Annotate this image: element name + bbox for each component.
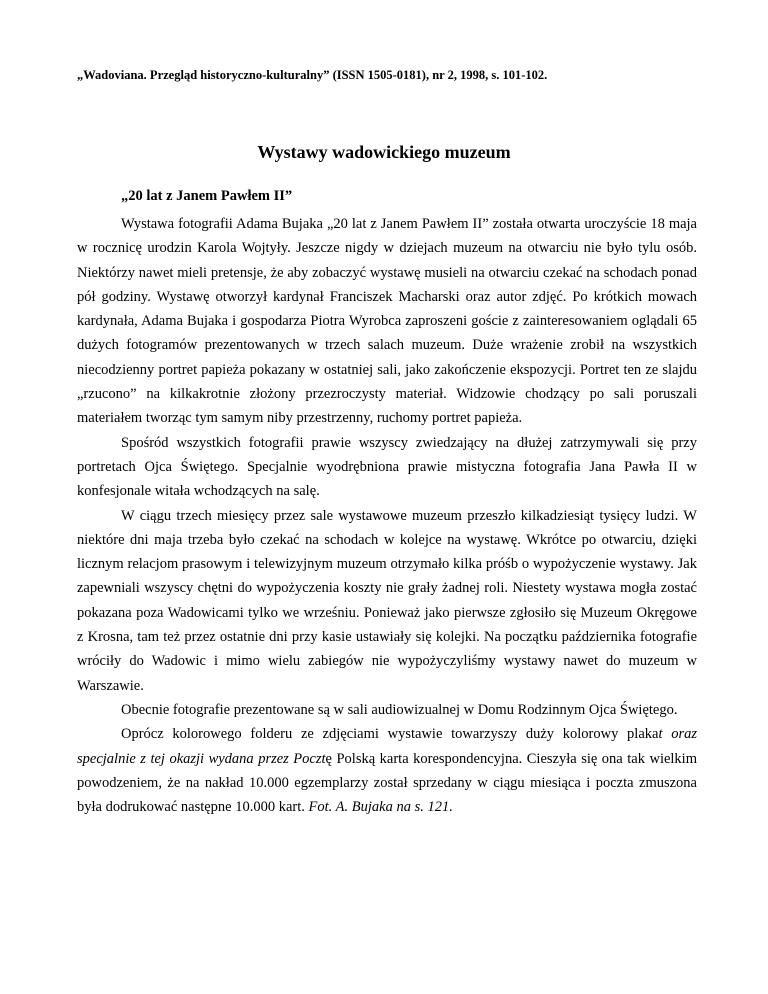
section-subheading: „20 lat z Janem Pawłem II”	[121, 188, 293, 204]
article-body	[77, 212, 697, 819]
paragraph-1: Wystawa fotografii Adama Bujaka „20 lat z Janem Pawłem II” została otwarta uroczyście 18 maja w rocznicę urodzin Karola Wojtyły. Jeszcze nigdy w dziejach muzeum na otwarciu nie było tylu osób. Niektórzy nawet mieli pretensje, że aby zobaczyć wystawę musieli na otwarciu czekać na schodach ponad pół godziny. Wystawę otworzył kardynał Franciszek Macharski oraz autor zdjęć. Po krótkich mowach kardynała, Adama Bujaka i gospodarza Piotra Wyrobca zaproszeni goście z zainteresowaniem oglądali 65 dużych fotogramów prezentowanych w trzech salach muzeum. Duże wrażenie zrobił na wszystkich niecodzienny portret papieża pokazany w ostatniej sali, jako zakończenie ekspozycji. Portret ten ze slajdu „rzucono” na kilkakrotnie złożony przezroczysty materiał. Widzowie chodzący po sali poruszali materiałem tworząc tym samym niby przestrzenny, ruchomy portret papieża.	[77, 216, 697, 427]
paragraph-5-italic-1: t oraz specjalnie z tej okazji wydana przez Poczt	[77, 726, 697, 767]
paragraph-4: Obecnie fotografie prezentowane są w sali audiowizualnej w Domu Rodzinnym Ojca Świętego.	[121, 701, 678, 718]
citation-header: „Wadoviana. Przegląd historyczno-kulturalny” (ISSN 1505-0181), nr 2, 1998, s. 101-102.	[77, 68, 548, 82]
paragraph-2: Spośród wszystkich fotografii prawie wszyscy zwiedzający na dłużej zatrzymywali się przy portretach Ojca Świętego. Specjalnie wyodrębniona prawie mistyczna fotografia Jana Pawła II w konfesjonale witała wchodzących na salę.	[77, 434, 697, 500]
paragraph-5-part-3: ę Polską karta korespondencyjna. Cieszyła się ona tak wielkim powodzeniem, że na nakład 10.000 egzemplarzy został sprzedany w ciągu miesiąca i poczta zmuszona była dodrukować następne 10.000 kart.	[77, 750, 697, 816]
paragraph-3: W ciągu trzech miesięcy przez sale wystawowe muzeum przeszło kilkadziesiąt tysięcy ludzi. W niektóre dni maja trzeba było czekać na schodach w kolejce na wystawę. Wkrótce po otwarciu, dzięki licznym relacjom prasowym i telewizyjnym muzeum otrzymało kilka próśb o wypożyczenie wystawy. Jak zapewniali wszyscy chętni do wypożyczenia koszty nie grały żadnej roli. Niestety wystawa mogła zostać pokazana poza Wadowicami tylko we wrześniu. Ponieważ jako pierwsze zgłosiło się Muzeum Okręgowe z Krosna, tam też przez ostatnie dni przy kasie ustawiały się kolejki. Na początku października fotografie wróciły do Wadowic i mimo wielu zabiegów nie wypożyczyliśmy wystawy nawet do muzeum w Warszawie.	[77, 507, 697, 694]
photo-credit: Fot. A. Bujaka na s. 121.	[308, 799, 453, 816]
paragraph-5-part-1: Oprócz kolorowego folderu ze zdjęciami wystawie towarzyszy duży kolorowy plaka	[121, 726, 659, 743]
paragraph-5	[77, 722, 697, 819]
article-title: Wystawy wadowickiego muzeum	[257, 142, 511, 162]
